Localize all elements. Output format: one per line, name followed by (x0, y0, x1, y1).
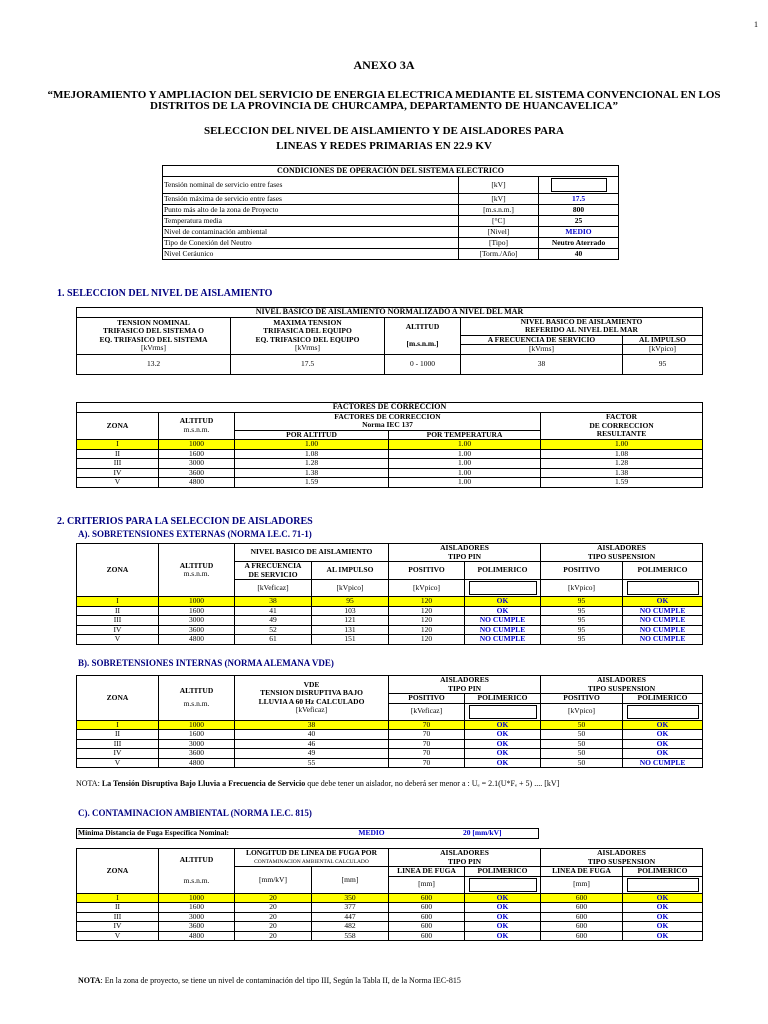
table-row: IV 3600 20 482 600 OK 600 OK (77, 922, 703, 932)
table-row: I 1000 20 350 600 OK 600 OK (77, 893, 703, 903)
pol-header-zona: ZONA (77, 849, 159, 894)
factors-header-fc: FACTORES DE CORRECCION Norma IEC 137 (235, 412, 541, 430)
conditions-row (163, 238, 619, 249)
factors-header-zona: ZONA (77, 412, 159, 440)
bil-header-impulso: AL IMPULSO (623, 335, 703, 345)
pol-header-pin-polimerico: POLIMERICO (465, 867, 541, 877)
factors-title: FACTORES DE CORRECCION (77, 403, 703, 413)
pol-pin-polimerico-input[interactable] (465, 876, 541, 893)
table-row: III 3000 1.28 1.00 1.28 (77, 459, 703, 469)
table-row: V 4800 1.59 1.00 1.59 (77, 478, 703, 488)
int-unit-susp-positivo: [kVpico] (541, 703, 623, 720)
table-row: I 1000 38 95 120 OK 95 OK (77, 597, 703, 607)
bil-header-altitud: ALTITUD [m.s.n.m.] (385, 317, 461, 354)
min-leakage-level: MEDIO (317, 829, 427, 839)
ext-header-zona: ZONA (77, 544, 159, 597)
table-row: V 4800 55 70 OK 50 NO CUMPLE (77, 758, 703, 768)
int-header-vde: VDE TENSION DISRUPTIVA BAJO LLUVIA A 60 Hz CALCULADO [kVeficaz] (235, 676, 389, 721)
table-row: IV 3600 52 131 120 NO CUMPLE 95 NO CUMPLE (77, 625, 703, 635)
condition-value-input[interactable] (539, 177, 619, 194)
ext-header-susp-polimerico: POLIMERICO (623, 562, 703, 580)
condition-value: MEDIO (539, 227, 619, 238)
ext-unit-pin-positivo: [kVpico] (389, 580, 465, 597)
internal-overvoltage-table (76, 675, 703, 768)
conditions-row (163, 249, 619, 260)
ext-header-altitud: ALTITUD m.s.n.m. (159, 544, 235, 597)
table-row: V 4800 61 151 120 NO CUMPLE 95 NO CUMPLE (77, 635, 703, 645)
int-header-pin-polimerico: POLIMERICO (465, 694, 541, 704)
factors-header-por-altitud: POR ALTITUD (235, 430, 389, 440)
ext-unit-imp: [kVpico] (312, 580, 389, 597)
ext-header-susp: AISLADORES TIPO SUSPENSION (541, 544, 703, 562)
table-row: III 3000 46 70 OK 50 OK (77, 739, 703, 749)
ext-header-pin-positivo: POSITIVO (389, 562, 465, 580)
selection-title-line2: LINEAS Y REDES PRIMARIAS EN 22.9 KV (276, 140, 492, 152)
bil-unit-frecuencia: [kVrms] (461, 345, 623, 355)
section1-heading: 1. SELECCION DEL NIVEL DE AISLAMIENTO (57, 288, 273, 299)
condition-unit: [Tipo] (459, 238, 539, 249)
condition-label: Nivel de contaminación ambiental (163, 227, 459, 238)
selection-title (0, 124, 768, 154)
int-header-susp-polimerico: POLIMERICO (623, 694, 703, 704)
condition-value: 17.5 (539, 194, 619, 205)
pollution-table (76, 848, 703, 941)
ext-unit-frec: [kVeficaz] (235, 580, 312, 597)
conditions-row (163, 227, 619, 238)
bil-cell: 95 (623, 354, 703, 374)
bil-cell: 0 - 1000 (385, 354, 461, 374)
conditions-row (163, 205, 619, 216)
bil-unit-impulso: [kVpico] (623, 345, 703, 355)
int-susp-polimerico-input[interactable] (623, 703, 703, 720)
int-header-susp-positivo: POSITIVO (541, 694, 623, 704)
condition-label: Tensión máxima de servicio entre fases (163, 194, 459, 205)
bil-title: NIVEL BASICO DE AISLAMIENTO NORMALIZADO A NIVEL DEL MAR (77, 308, 703, 318)
bil-data-row (77, 354, 703, 374)
ext-header-susp-positivo: POSITIVO (541, 562, 623, 580)
pol-susp-polimerico-input[interactable] (623, 876, 703, 893)
page-number: 1 (754, 20, 758, 29)
ext-header-pin: AISLADORES TIPO PIN (389, 544, 541, 562)
factors-header-resultante: FACTOR DE CORRECCION RESULTANTE (541, 412, 703, 440)
condition-unit: [Nivel] (459, 227, 539, 238)
table-row: II 1600 40 70 OK 50 OK (77, 730, 703, 740)
pol-unit-susp-mm: [mm] (541, 876, 623, 893)
external-overvoltage-table (76, 543, 703, 645)
project-title-line1: “MEJORAMIENTO Y AMPLIACION DEL SERVICIO DE ENERGIA ELECTRICA MEDIANTE EL SISTEMA CONVENCIONAL EN LOS (47, 89, 721, 101)
ext-susp-polimerico-input[interactable] (623, 580, 703, 597)
table-row: III 3000 20 447 600 OK 600 OK (77, 912, 703, 922)
min-leakage-label: Mínima Distancia de Fuga Específica Nominal: (77, 829, 317, 839)
conditions-row (163, 216, 619, 227)
conditions-table (162, 165, 619, 260)
factors-header-por-temp: POR TEMPERATURA (389, 430, 541, 440)
table-row: IV 3600 1.38 1.00 1.38 (77, 468, 703, 478)
table-row: II 1600 20 377 600 OK 600 OK (77, 903, 703, 913)
int-unit-pin-positivo: [kVeficaz] (389, 703, 465, 720)
ext-header-frec: A FRECUENCIA DE SERVICIO (235, 562, 312, 580)
condition-label: Nivel Ceráunico (163, 249, 459, 260)
selection-title-line1: SELECCION DEL NIVEL DE AISLAMIENTO Y DE AISLADORES PARA (203, 125, 565, 137)
condition-label: Temperatura media (163, 216, 459, 227)
ext-unit-susp-positivo: [kVpico] (541, 580, 623, 597)
pol-unit-mmkv: [mm/kV] (235, 867, 312, 894)
bil-cell: 13.2 (77, 354, 231, 374)
ext-header-pin-polimerico: POLIMERICO (465, 562, 541, 580)
condition-unit: [m.s.n.m.] (459, 205, 539, 216)
condition-label: Punto más alto de la zona de Proyecto (163, 205, 459, 216)
condition-unit: [kV] (459, 177, 539, 194)
section2b-heading: B). SOBRETENSIONES INTERNAS (NORMA ALEMANA VDE) (78, 658, 334, 668)
pol-unit-pin-mm: [mm] (389, 876, 465, 893)
table-row: II 1600 41 103 120 OK 95 NO CUMPLE (77, 606, 703, 616)
table-row: I 1000 38 70 OK 50 OK (77, 720, 703, 730)
bil-header-tension: TENSION NOMINAL TRIFASICO DEL SISTEMA O EQ. TRIFASICO DEL SISTEMA [kVrms] (77, 317, 231, 354)
table-row: III 3000 49 121 120 NO CUMPLE 95 NO CUMPLE (77, 616, 703, 626)
final-note: NOTA: En la zona de proyecto, se tiene un nivel de contaminación del tipo III, Según la Tabla II, de la Norma IEC-815 (78, 976, 461, 985)
conditions-row (163, 194, 619, 205)
project-title (0, 90, 768, 112)
int-header-pin: AISLADORES TIPO PIN (389, 676, 541, 694)
int-header-pin-positivo: POSITIVO (389, 694, 465, 704)
conditions-title: CONDICIONES DE OPERACIÓN DEL SISTEMA ELECTRICO (163, 166, 619, 177)
pol-header-altitud: ALTITUD m.s.n.m. (159, 849, 235, 894)
int-header-zona: ZONA (77, 676, 159, 721)
pol-header-susp-polimerico: POLIMERICO (623, 867, 703, 877)
internal-note: NOTA: La Tensión Disruptiva Bajo Lluvia a Frecuencia de Servicio que debe tener un aislador, no deberá ser menor a : Uₑ = 2.1(U*Fₑ + 5) .... [kV] (76, 779, 560, 788)
condition-value: 25 (539, 216, 619, 227)
section2-heading: 2. CRITERIOS PARA LA SELECCION DE AISLADORES (57, 516, 313, 527)
ext-header-imp: AL IMPULSO (312, 562, 389, 580)
bil-header-nivel: NIVEL BASICO DE AISLAMIENTO REFERIDO AL NIVEL DEL MAR (461, 317, 703, 335)
table-row: II 1600 1.08 1.00 1.08 (77, 449, 703, 459)
pol-header-pin: AISLADORES TIPO PIN (389, 849, 541, 867)
pol-header-susp-linea: LINEA DE FUGA (541, 867, 623, 877)
bil-table (76, 307, 703, 375)
condition-unit: [Torm./Año] (459, 249, 539, 260)
pol-header-pin-linea: LINEA DE FUGA (389, 867, 465, 877)
ext-pin-polimerico-input[interactable] (465, 580, 541, 597)
factors-table (76, 402, 703, 488)
int-header-susp: AISLADORES TIPO SUSPENSION (541, 676, 703, 694)
pol-header-long: LONGITUD DE LINEA DE FUGA POR CONTAMINACION AMBIENTAL CALCULADO (235, 849, 389, 867)
project-title-line2: DISTRITOS DE LA PROVINCIA DE CHURCAMPA, DEPARTAMENTO DE HUANCAVELICA” (149, 100, 619, 112)
pol-header-susp: AISLADORES TIPO SUSPENSION (541, 849, 703, 867)
table-row: IV 3600 49 70 OK 50 OK (77, 749, 703, 759)
min-leakage-table (76, 828, 539, 839)
condition-label: Tensión nominal de servicio entre fases (163, 177, 459, 194)
condition-value: Neutro Aterrado (539, 238, 619, 249)
condition-unit: [kV] (459, 194, 539, 205)
bil-header-maxima: MAXIMA TENSION TRIFASICA DEL EQUIPO EQ. TRIFASICO DEL EQUIPO [kVrms] (231, 317, 385, 354)
int-pin-polimerico-input[interactable] (465, 703, 541, 720)
condition-unit: [°C] (459, 216, 539, 227)
condition-value: 40 (539, 249, 619, 260)
annex-title: ANEXO 3A (353, 58, 415, 72)
condition-label: Tipo de Conexión del Neutro (163, 238, 459, 249)
bil-cell: 38 (461, 354, 623, 374)
condition-value: 800 (539, 205, 619, 216)
pol-unit-mm: [mm] (312, 867, 389, 894)
bil-header-frecuencia: A FRECUENCIA DE SERVICIO (461, 335, 623, 345)
min-leakage-value: 20 [mm/kV] (427, 829, 539, 839)
ext-header-nivel: NIVEL BASICO DE AISLAMIENTO (235, 544, 389, 562)
table-row: V 4800 20 558 600 OK 600 OK (77, 931, 703, 941)
table-row: I 1000 1.00 1.00 1.00 (77, 440, 703, 450)
section2c-heading: C). CONTAMINACION AMBIENTAL (NORMA I.E.C. 815) (78, 808, 312, 818)
bil-cell: 17.5 (231, 354, 385, 374)
factors-header-altitud: ALTITUD m.s.n.m. (159, 412, 235, 440)
int-header-altitud: ALTITUD m.s.n.m. (159, 676, 235, 721)
section2a-heading: A). SOBRETENSIONES EXTERNAS (NORMA I.E.C. 71-1) (78, 529, 312, 539)
conditions-row (163, 177, 619, 194)
